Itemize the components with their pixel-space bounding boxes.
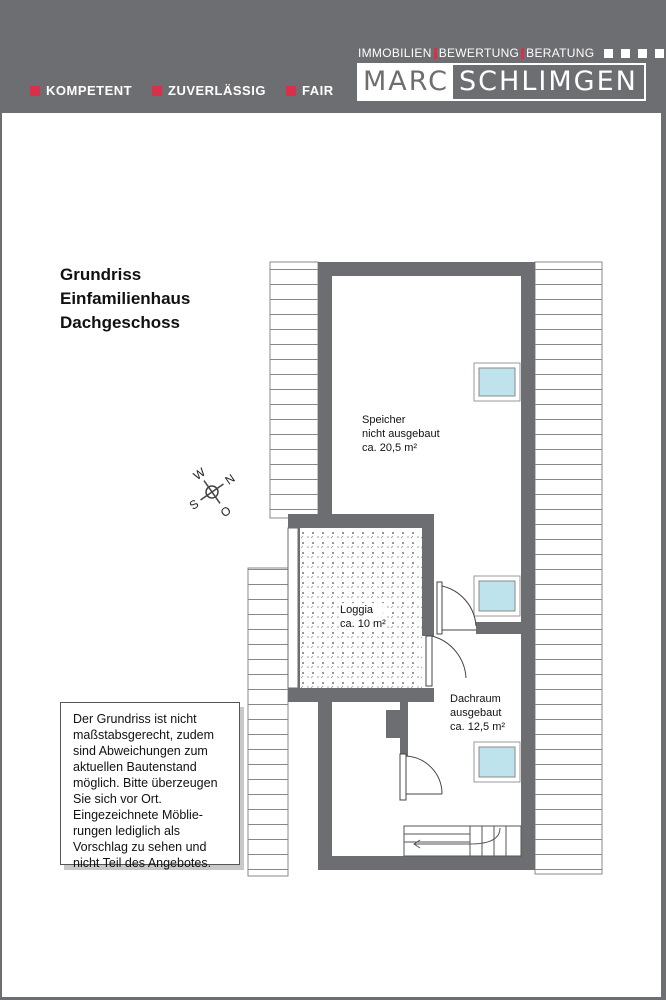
room-label-dachraum: Dachraum ausgebaut ca. 12,5 m² xyxy=(450,693,506,733)
services-line: IMMOBILIEN BEWERTUNG BERATUNG xyxy=(358,46,664,60)
loggia-window xyxy=(288,528,298,688)
staircase xyxy=(404,826,521,856)
tag-zuverlaessig: ZUVERLÄSSIG xyxy=(152,83,266,98)
room-label-speicher: Speicher nicht ausgebaut ca. 20,5 m² xyxy=(362,414,440,454)
skylight-2 xyxy=(474,576,520,616)
door-speicher xyxy=(437,582,476,634)
skylight-1 xyxy=(474,363,520,401)
disclaimer-box: Der Grundriss ist nicht maßstabsgerecht, zudem sind Abweichungen zum aktuellen Bautenstand möglich. Bitte überzeugen Sie sich vor Ort. Eingezeichnete Möblie- rungen lediglich als Vorschlag zu sehen und nicht Teil des Angebotes. xyxy=(60,702,240,865)
skylight-3 xyxy=(474,742,520,782)
svg-text:W: W xyxy=(190,464,209,483)
roof-left-upper xyxy=(270,262,318,518)
roof-right xyxy=(535,262,602,874)
tag-fair: FAIR xyxy=(286,83,334,98)
page-title: Grundriss Einfamilienhaus Dachgeschoss xyxy=(60,265,191,332)
door-loggia xyxy=(426,636,466,686)
company-logo: MARC SCHLIMGEN xyxy=(357,63,646,101)
svg-text:N: N xyxy=(222,471,238,488)
tag-kompetent: KOMPETENT xyxy=(30,83,132,98)
svg-text:S: S xyxy=(186,496,202,513)
door-dachraum xyxy=(400,754,442,800)
compass xyxy=(174,453,251,532)
room-label-loggia: Loggia ca. 10 m² xyxy=(340,604,386,630)
roof-left-lower xyxy=(248,568,288,876)
svg-text:O: O xyxy=(217,503,234,521)
